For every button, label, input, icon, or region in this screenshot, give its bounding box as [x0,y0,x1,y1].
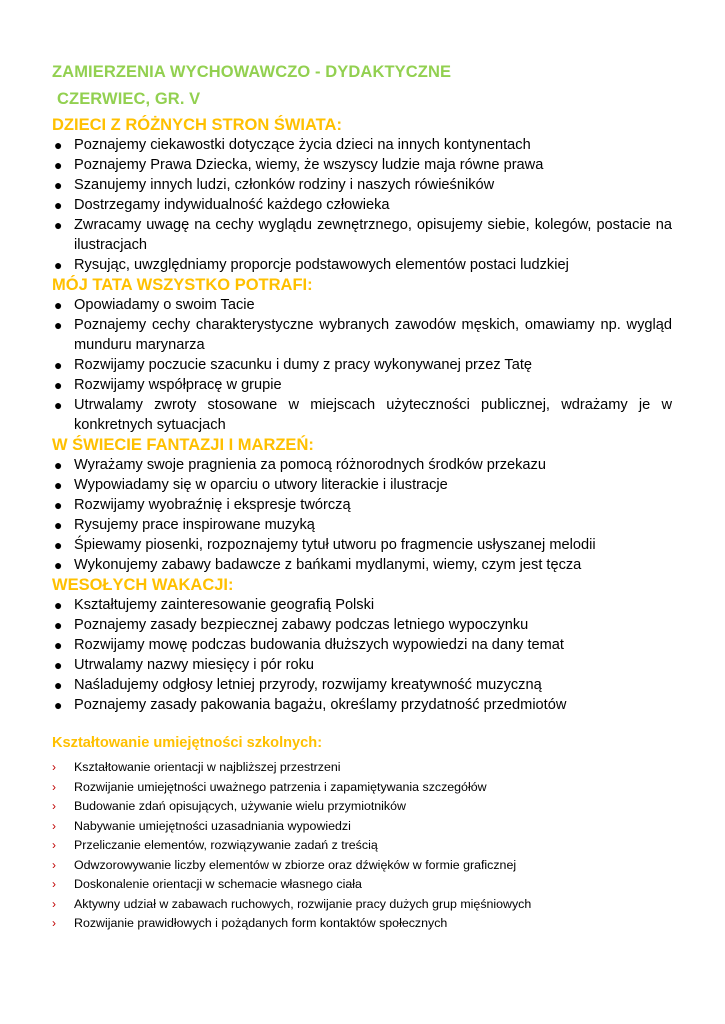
skill-item [52,778,672,798]
skill-item [52,856,672,876]
bullet-icon: ● [54,537,63,553]
section-list [52,595,672,715]
list-item [52,655,672,675]
list-item-text: Poznajemy cechy charakterystyczne wybranych zawodów męskich, omawiamy np. wygląd munduru marynarza [74,317,672,353]
list-item-text: Śpiewamy piosenki, rozpoznajemy tytuł utworu po fragmencie usłyszanej melodii [74,537,596,553]
section-heading: MÓJ TATA WSZYSTKO POTRAFI: [52,276,313,294]
list-item [52,535,672,555]
list-item [52,175,672,195]
section-list [52,295,672,435]
list-item [52,595,672,615]
list-item-text: Poznajemy Prawa Dziecka, wiemy, że wszyscy ludzie maja równe prawa [74,157,544,173]
list-item [52,195,672,215]
list-item-text: Rozwijamy współpracę w grupie [74,377,282,393]
bullet-icon: ● [54,597,63,613]
bullet-icon: ● [54,497,63,513]
section-heading: WESOŁYCH WAKACJI: [52,576,234,594]
bullet-icon: ● [54,517,63,533]
skill-item-text: Rozwijanie prawidłowych i pożądanych form kontaktów społecznych [74,916,448,930]
list-item [52,555,672,575]
list-item [52,315,672,355]
bullet-icon: ● [54,357,63,373]
skills-heading: Kształtowanie umiejętności szkolnych: [52,735,323,751]
chevron-right-icon: › [52,838,56,852]
list-item [52,475,672,495]
skill-item [52,895,672,915]
bullet-icon: ● [54,457,63,473]
chevron-right-icon: › [52,760,56,774]
list-item-text: Utrwalamy nazwy miesięcy i pór roku [74,657,315,673]
bullet-icon: ● [54,657,63,673]
chevron-right-icon: › [52,896,56,911]
list-item-text: Rozwijamy mowę podczas budowania dłuższych wypowiedzi na dany temat [74,637,564,653]
chevron-right-icon: › [52,916,56,930]
list-item-text: Poznajemy zasady pakowania bagażu, określamy przydatność przedmiotów [74,697,567,713]
bullet-icon: ● [54,297,63,313]
list-item-text: Wyrażamy swoje pragnienia za pomocą różnorodnych środków przekazu [74,457,546,473]
section-heading: DZIECI Z RÓŻNYCH STRON ŚWIATA: [52,116,342,134]
skill-item [52,817,672,837]
chevron-right-icon: › [52,799,56,813]
skill-item [52,875,672,895]
list-item-text: Poznajemy ciekawostki dotyczące życia dzieci na innych kontynentach [74,137,531,153]
list-item [52,155,672,175]
list-item-text: Utrwalamy zwroty stosowane w miejscach użyteczności publicznej, wdrażamy je w konkretnych sytuacjach [74,397,672,433]
list-item-text: Kształtujemy zainteresowanie geografią Polski [74,597,375,613]
skill-item [52,914,672,934]
list-item [52,135,672,155]
skill-item-text: Doskonalenie orientacji w schemacie własnego ciała [74,877,362,891]
bullet-icon: ● [54,217,63,233]
list-item-text: Opowiadamy o swoim Tacie [74,297,255,313]
list-item [52,295,672,315]
list-item-text: Dostrzegamy indywidualność każdego człowieka [74,197,390,213]
list-item-text: Rozwijamy poczucie szacunku i dumy z pracy wykonywanej przez Tatę [74,357,532,373]
document-page [52,62,672,934]
skill-item-text: Przeliczanie elementów, rozwiązywanie zadań z treścią [74,838,378,852]
list-item-text: Wykonujemy zabawy badawcze z bańkami mydlanymi, wiemy, czym jest tęcza [74,557,582,573]
bullet-icon: ● [54,177,63,193]
bullet-icon: ● [54,137,63,153]
bullet-icon: ● [54,617,63,633]
bullet-icon: ● [54,397,63,413]
skill-item-text: Budowanie zdań opisujących, używanie wielu przymiotników [74,799,406,813]
skill-item-text: Aktywny udział w zabawach ruchowych, rozwijanie pracy dużych grup mięśniowych [74,896,532,911]
bullet-icon: ● [54,377,63,393]
bullet-icon: ● [54,557,63,573]
document-subtitle: CZERWIEC, GR. V [57,90,201,108]
chevron-right-icon: › [52,779,56,794]
list-item [52,355,672,375]
skill-item-text: Odwzorowywanie liczby elementów w zbiorze oraz dźwięków w formie graficznej [74,857,517,872]
skill-item [52,758,672,778]
list-item-text: Naśladujemy odgłosy letniej przyrody, rozwijamy kreatywność muzyczną [74,677,542,693]
skill-item-text: Nabywanie umiejętności uzasadniania wypowiedzi [74,818,351,833]
list-item [52,615,672,635]
chevron-right-icon: › [52,877,56,891]
list-item [52,495,672,515]
bullet-icon: ● [54,677,63,693]
list-item [52,675,672,695]
section-heading: W ŚWIECIE FANTAZJI I MARZEŃ: [52,436,314,454]
bullet-icon: ● [54,157,63,173]
list-item-text: Rysując, uwzględniamy proporcje podstawowych elementów postaci ludzkiej [74,257,569,273]
bullet-icon: ● [54,197,63,213]
document-title: ZAMIERZENIA WYCHOWAWCZO - DYDAKTYCZNE [52,63,452,81]
list-item [52,515,672,535]
skill-item-text: Kształtowanie orientacji w najbliższej przestrzeni [74,760,341,774]
list-item-text: Rysujemy prace inspirowane muzyką [74,517,315,533]
skill-item [52,836,672,856]
section-list [52,455,672,575]
list-item-text: Zwracamy uwagę na cechy wyglądu zewnętrznego, opisujemy siebie, kolegów, postacie na ilustracjach [74,217,672,253]
bullet-icon: ● [54,257,63,273]
list-item-text: Szanujemy innych ludzi, członków rodziny i naszych rówieśników [74,177,495,193]
bullet-icon: ● [54,697,63,713]
skill-item-text: Rozwijanie umiejętności uważnego patrzenia i zapamiętywania szczegółów [74,779,487,794]
list-item [52,695,672,715]
list-item [52,215,672,255]
list-item [52,395,672,435]
bullet-icon: ● [54,477,63,493]
list-item [52,635,672,655]
list-item [52,255,672,275]
bullet-icon: ● [54,317,63,333]
bullet-icon: ● [54,637,63,653]
skill-item [52,797,672,817]
list-item-text: Rozwijamy wyobraźnię i ekspresje twórczą [74,497,351,513]
skills-list [52,758,672,934]
list-item-text: Poznajemy zasady bezpiecznej zabawy podczas letniego wypoczynku [74,617,529,633]
section-list [52,135,672,275]
list-item [52,375,672,395]
list-item [52,455,672,475]
chevron-right-icon: › [52,857,56,872]
chevron-right-icon: › [52,818,56,833]
sections-container [52,115,672,715]
list-item-text: Wypowiadamy się w oparciu o utwory literackie i ilustracje [74,477,448,493]
